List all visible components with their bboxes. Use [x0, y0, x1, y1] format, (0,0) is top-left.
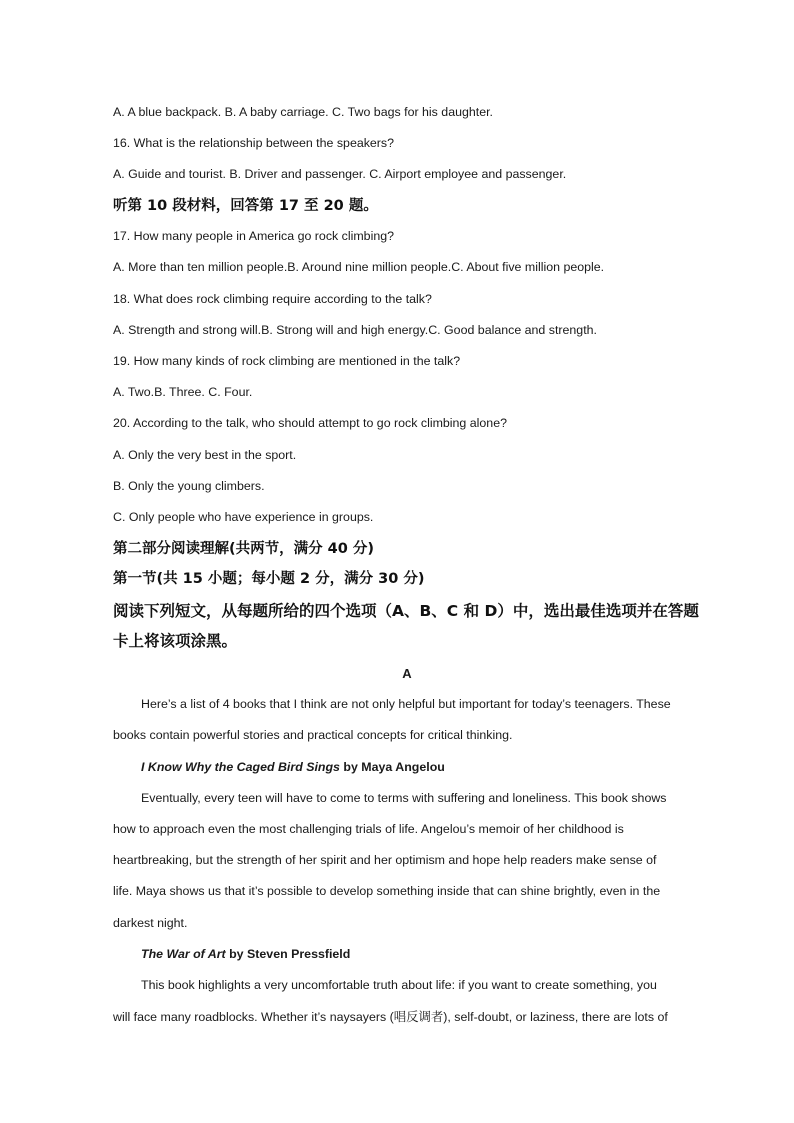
book1-line5: darkest night.: [113, 916, 188, 930]
q16-options: A. Guide and tourist. B. Driver and passenger. C. Airport employee and passenger.: [113, 167, 567, 181]
q18-question: 18. What does rock climbing require according to the talk?: [113, 292, 432, 306]
reading-instruction-line1: 阅读下列短文，从每题所给的四个选项（A、B、C 和 D）中，选出最佳选项并在答题: [113, 602, 699, 620]
reading-part-heading: 第二部分阅读理解(共两节，满分 40 分): [113, 541, 375, 557]
book2-heading: [141, 946, 350, 962]
q18-options: A. Strength and strong will.B. Strong will and high energy.C. Good balance and strength.: [113, 323, 597, 337]
book1-line4: life. Maya shows us that it’s possible to develop something inside that can shine brightly, even in the: [113, 884, 661, 898]
book1-title: I Know Why the Caged Bird Sings: [141, 760, 340, 774]
book2-title: The War of Art: [141, 947, 226, 961]
book2-line1: This book highlights a very uncomfortable truth about life: if you want to create something, you: [141, 978, 657, 992]
q20-question: 20. According to the talk, who should attempt to go rock climbing alone?: [113, 416, 507, 430]
book1-line3: heartbreaking, but the strength of her spirit and her optimism and hope help readers make sense of: [113, 853, 657, 867]
reading-section-heading: 第一节(共 15 小题；每小题 2 分，满分 30 分): [113, 571, 425, 587]
q20-option-a: A. Only the very best in the sport.: [113, 448, 297, 462]
q20-option-b: B. Only the young climbers.: [113, 479, 265, 493]
intro-line2: books contain powerful stories and practical concepts for critical thinking.: [113, 728, 513, 742]
reading-instruction-line2: 卡上将该项涂黑。: [113, 632, 238, 650]
section-10-heading: 听第 10 段材料，回答第 17 至 20 题。: [113, 198, 378, 214]
book1-line1: Eventually, every teen will have to come to terms with suffering and loneliness. This book shows: [141, 791, 667, 805]
q17-question: 17. How many people in America go rock climbing?: [113, 229, 394, 243]
book1-heading: [141, 759, 445, 775]
passage-label: A: [402, 666, 412, 681]
q17-options: A. More than ten million people.B. Around nine million people.C. About five million people.: [113, 260, 605, 274]
book1-line2: how to approach even the most challenging trials of life. Angelou’s memoir of her childhood is: [113, 822, 624, 836]
q15-options: A. A blue backpack. B. A baby carriage. C. Two bags for his daughter.: [113, 105, 493, 119]
q20-option-c: C. Only people who have experience in groups.: [113, 510, 374, 524]
book1-author: by Maya Angelou: [339, 760, 445, 774]
q19-options: A. Two.B. Three. C. Four.: [113, 385, 253, 399]
q19-question: 19. How many kinds of rock climbing are mentioned in the talk?: [113, 354, 461, 368]
book2-line2: will face many roadblocks. Whether it’s naysayers (唱反调者), self-doubt, or laziness, there are lots of: [113, 1010, 668, 1024]
book2-author: by Steven Pressfield: [225, 947, 351, 961]
q16-question: 16. What is the relationship between the speakers?: [113, 136, 395, 150]
intro-line1: Here’s a list of 4 books that I think are not only helpful but important for today’s teenagers. These: [141, 697, 671, 711]
